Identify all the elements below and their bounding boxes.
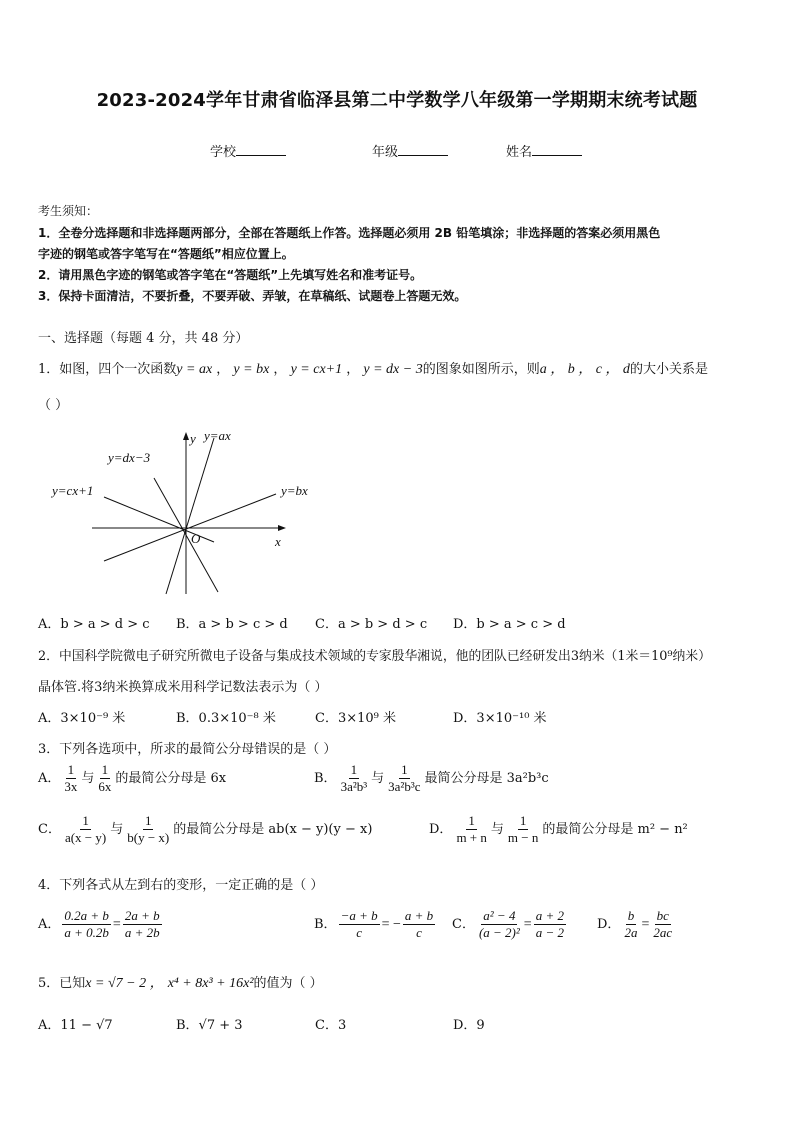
label-bx: y=bx [281, 483, 308, 498]
q3-a-label: A． [38, 771, 61, 786]
q3-d-text: 的最简公分母是 m² − n² [542, 822, 688, 837]
q3-c-frac-2 [125, 813, 171, 846]
q4-c-label: C． [452, 917, 475, 932]
numerator: 1 [144, 813, 152, 828]
q3-d-frac-2 [506, 813, 540, 846]
q4-b-label: B． [314, 917, 337, 932]
notice-item-1b: 字迹的钢笔或答字笔写在“答题纸”相应位置上。 [38, 247, 294, 261]
q3-a-text: 的最简公分母是 6x [115, 771, 227, 786]
q3-b-text: 最简公分母是 3a²b³c [424, 771, 549, 786]
q1-option-c[interactable]: C．a > b > d > c [315, 617, 428, 632]
q3-a-frac-1 [62, 762, 79, 795]
q4-d-eq: = [641, 917, 650, 932]
school-label: 学校 [210, 145, 237, 160]
section-heading: 一、选择题（每题 4 分，共 48 分） [38, 331, 249, 346]
q4-b-frac-2 [403, 908, 435, 941]
q4-option-d[interactable] [597, 908, 676, 941]
notice-item-2: 2．请用黑色字迹的钢笔或答字笔在“答题纸”上先填写姓名和准考证号。 [38, 268, 423, 282]
q3-b-label: B． [314, 771, 337, 786]
denominator: a − 2 [535, 925, 564, 940]
label-ax: y=ax [204, 428, 231, 443]
q4-c-eq: = [523, 917, 532, 932]
q4-c-frac-1 [477, 908, 522, 941]
q1-func-c: y = cx+1 [290, 362, 343, 377]
q5-suffix: 的值为（ ） [253, 976, 323, 991]
denominator: 3a²b³c [388, 779, 421, 794]
label-y: y [190, 431, 196, 446]
q4-option-a[interactable] [38, 908, 164, 941]
q1-stem: 1．如图，四个一次函数y = ax ， y = bx ， y = cx+1 ， y = dx − 3的图象如图所示，则a ， b ， c ， d的大小关系是 [38, 362, 708, 377]
denominator: a + 0.2b [64, 925, 109, 940]
label-origin: O [191, 531, 201, 546]
q3-b-with: 与 [371, 771, 385, 786]
denominator: 2a [624, 925, 638, 940]
q3-c-text: 的最简公分母是 ab(x − y)(y − x) [173, 822, 373, 837]
q3-d-frac-1 [454, 813, 488, 846]
q4-a-eq: = [112, 917, 121, 932]
name-field[interactable] [506, 141, 582, 160]
q3-c-with: 与 [110, 822, 124, 837]
notice-item-1a: 1．全卷分选择题和非选择题两部分，全部在答题纸上作答。选择题必须用 2B 铅笔填涂；非选择题的答案必须用黑色 [38, 226, 661, 240]
q2-option-a[interactable]: A．3×10⁻⁹ 米 [38, 711, 126, 726]
denominator: 6x [98, 779, 112, 794]
q3-option-c[interactable] [38, 813, 372, 846]
q4-a-frac-1 [62, 908, 111, 941]
q2-line-2: 晶体管.将3纳米换算成米用科学记数法表示为（ ） [38, 680, 328, 695]
denominator: b(y − x) [127, 830, 170, 845]
q1-prefix: 1．如图，四个一次函数 [38, 362, 177, 377]
grade-label: 年级 [372, 145, 399, 160]
q1-graph [48, 424, 308, 596]
q4-stem: 4．下列各式从左到右的变形，一定正确的是（ ） [38, 878, 324, 893]
numerator: 1 [82, 813, 89, 828]
q3-a-with: 与 [81, 771, 95, 786]
numerator: 1 [101, 762, 109, 777]
q3-option-d[interactable] [429, 813, 688, 846]
q3-c-frac-1 [63, 813, 108, 846]
q5-expression: x⁴ + 8x³ + 16x² [167, 976, 254, 991]
numerator: a² − 4 [483, 908, 516, 923]
q5-option-d[interactable]: D．9 [453, 1018, 485, 1033]
q2-option-c[interactable]: C．3×10⁹ 米 [315, 711, 396, 726]
name-blank[interactable] [532, 143, 582, 156]
q3-b-frac-2 [386, 762, 422, 795]
notice-item-3: 3．保持卡面清洁，不要折叠，不要弄破、弄皱，在草稿纸、试题卷上答题无效。 [38, 289, 467, 303]
numerator: 1 [350, 762, 358, 777]
label-x: x [275, 534, 281, 549]
y-axis-arrow [183, 432, 189, 440]
q3-stem: 3．下列各选项中，所求的最简公分母错误的是（ ） [38, 742, 337, 757]
grade-field[interactable] [372, 141, 448, 160]
q4-b-eq: = − [381, 917, 401, 932]
label-dx3: y=dx−3 [108, 450, 151, 465]
numerator: 1 [468, 813, 475, 828]
q1-tail: 的大小关系是 [629, 362, 708, 377]
school-field[interactable] [210, 141, 286, 160]
q4-d-frac-2 [651, 908, 674, 941]
numerator: bc [656, 908, 669, 923]
q1-func-b: y = bx [233, 362, 270, 377]
q1-option-a[interactable]: A．b > a > d > c [38, 617, 150, 632]
q3-option-b[interactable] [314, 762, 549, 795]
denominator: a(x − y) [64, 830, 107, 845]
q3-b-frac-1 [339, 762, 370, 795]
q4-a-label: A． [38, 917, 61, 932]
denominator: 3a²b³ [340, 779, 368, 794]
q1-suffix: 的图象如图所示，则 [422, 362, 540, 377]
denominator: 3x [64, 779, 78, 794]
q4-c-frac-2 [534, 908, 566, 941]
q3-option-a[interactable] [38, 762, 226, 795]
numerator: 2a + b [124, 908, 160, 923]
name-label: 姓名 [506, 145, 533, 160]
school-blank[interactable] [236, 143, 286, 156]
numerator: 1 [401, 762, 408, 777]
q4-d-label: D． [597, 917, 621, 932]
notice-heading: 考生须知： [38, 204, 99, 218]
q4-b-frac-1 [339, 908, 380, 941]
q3-a-frac-2 [96, 762, 113, 795]
denominator: a + 2b [124, 925, 160, 940]
denominator: c [356, 925, 362, 940]
q2-option-b[interactable]: B．0.3×10⁻⁸ 米 [176, 711, 276, 726]
numerator: 1 [519, 813, 527, 828]
label-cx1: y=cx+1 [52, 483, 94, 498]
q1-paren: （ ） [38, 398, 69, 413]
denominator: (a − 2)² [478, 925, 520, 940]
grade-blank[interactable] [398, 143, 448, 156]
q4-a-frac-2 [123, 908, 162, 941]
page-title: 2023-2024学年甘肃省临泽县第二中学数学八年级第一学期期末统考试题 [96, 90, 698, 111]
q1-option-d[interactable]: D．b > a > c > d [453, 617, 566, 632]
numerator: b [627, 908, 635, 923]
q2-option-d[interactable]: D．3×10⁻¹⁰ 米 [453, 711, 547, 726]
q1-func-a: y = ax [176, 362, 213, 377]
q3-c-label: C． [38, 822, 61, 837]
q4-d-frac-1 [622, 908, 639, 941]
q1-func-d: y = dx − 3 [363, 362, 423, 377]
q1-vars: a ， b ， c ， d [539, 362, 630, 377]
numerator: a + b [404, 908, 434, 923]
numerator: 1 [67, 762, 75, 777]
q5-option-b[interactable]: B．√7 + 3 [176, 1018, 243, 1033]
denominator: 2ac [653, 925, 673, 940]
q3-d-with: 与 [490, 822, 504, 837]
q1-option-b[interactable]: B．a > b > c > d [176, 617, 288, 632]
denominator: m + n [456, 830, 487, 845]
q4-option-c[interactable] [452, 908, 568, 941]
q5-condition: x = √7 − 2 ， [85, 976, 164, 991]
numerator: −a + b [340, 908, 378, 923]
line-ax [166, 438, 214, 594]
numerator: 0.2a + b [64, 908, 109, 923]
denominator: m − n [507, 830, 539, 845]
q5-prefix: 5．已知 [38, 976, 86, 991]
q5-option-a[interactable]: A．11 − √7 [38, 1018, 113, 1033]
x-axis-arrow [278, 525, 286, 531]
q5-stem [38, 972, 323, 992]
numerator: a + 2 [535, 908, 564, 923]
q5-option-c[interactable]: C．3 [315, 1018, 347, 1033]
q4-option-b[interactable] [314, 908, 437, 941]
denominator: c [416, 925, 422, 940]
q3-d-label: D． [429, 822, 453, 837]
q2-line-1: 2．中国科学院微电子研究所微电子设备与集成技术领域的专家殷华湘说，他的团队已经研发出3纳米（1米＝10⁹纳米） [38, 649, 711, 664]
